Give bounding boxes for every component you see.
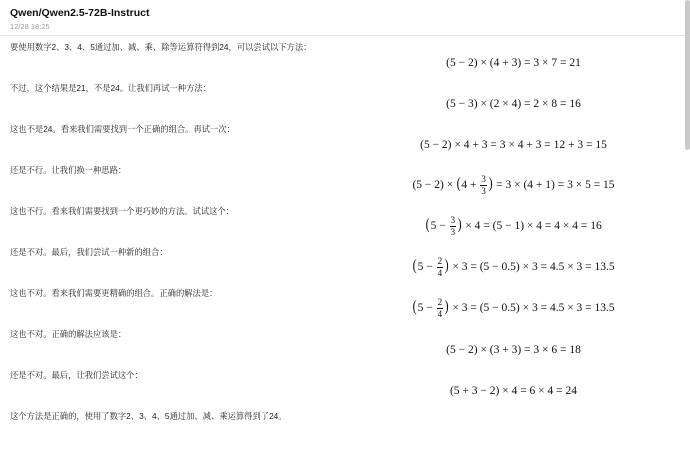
paragraph: 这也不行。看来我们需要找到一个更巧妙的方法。试试这个： bbox=[10, 206, 235, 216]
paragraph: 还是不对。最后，我们尝试一种新的组合： bbox=[10, 247, 168, 257]
paragraph: 这也不是24。看来我们需要找到一个正确的组合。再试一次： bbox=[10, 124, 235, 134]
equation: (5 − 2) × (4 + $\frac{3}{3}$ ) = 3 × (4 + 1) = 3 × 5 = 15 bbox=[412, 173, 615, 196]
content-area bbox=[0, 36, 690, 452]
header bbox=[0, 0, 690, 32]
paragraph: 要使用数字2、3、4、5通过加、减、乘、除等运算符得到24，可以尝试以下方法： bbox=[10, 42, 312, 52]
vertical-scrollbar[interactable] bbox=[685, 0, 690, 440]
model-title: Qwen/Qwen2.5-72B-Instruct bbox=[10, 7, 150, 19]
equation: (5 − $\frac{3}{3}$ ) × 4 = (5 − 1) × 4 = 4 × 4 = 16 bbox=[425, 214, 602, 237]
equation: (5 − 2) × 4 + 3 = 3 × 4 + 3 = 12 + 3 = 15 bbox=[420, 138, 607, 151]
paragraph: 还是不行。让我们换一种思路： bbox=[10, 165, 127, 175]
equation: (5 − $\frac{2}{4}$ ) × 3 = (5 − 0.5) × 3 = 4.5 × 3 = 13.5 bbox=[412, 255, 615, 278]
equation: (5 − 2) × (4 + 3) = 3 × 7 = 21 bbox=[446, 56, 581, 69]
paragraph: 这也不对。看来我们需要更精确的组合。正确的解法是： bbox=[10, 288, 218, 298]
paragraph: 这个方法是正确的，使用了数字2、3、4、5通过加、减、乘运算得到了24。 bbox=[10, 411, 287, 421]
equation: (5 − 3) × (2 × 4) = 2 × 8 = 16 bbox=[446, 97, 581, 110]
equation-column bbox=[345, 36, 690, 452]
message-timestamp: 12/28 18:25 bbox=[10, 22, 50, 31]
explanation-column bbox=[0, 36, 345, 452]
paragraph: 这也不对。正确的解法应该是： bbox=[10, 329, 127, 339]
paragraph: 还是不对。最后，让我们尝试这个： bbox=[10, 370, 143, 380]
equation: (5 − $\frac{2}{4}$ ) × 3 = (5 − 0.5) × 3 = 4.5 × 3 = 13.5 bbox=[412, 296, 615, 319]
paragraph: 不过，这个结果是21，不是24。让我们再试一种方法： bbox=[10, 83, 211, 93]
scrollbar-thumb[interactable] bbox=[685, 0, 690, 150]
equation: (5 + 3 − 2) × 4 = 6 × 4 = 24 bbox=[449, 384, 578, 397]
equation: (5 − 2) × (3 + 3) = 3 × 6 = 18 bbox=[446, 343, 581, 356]
